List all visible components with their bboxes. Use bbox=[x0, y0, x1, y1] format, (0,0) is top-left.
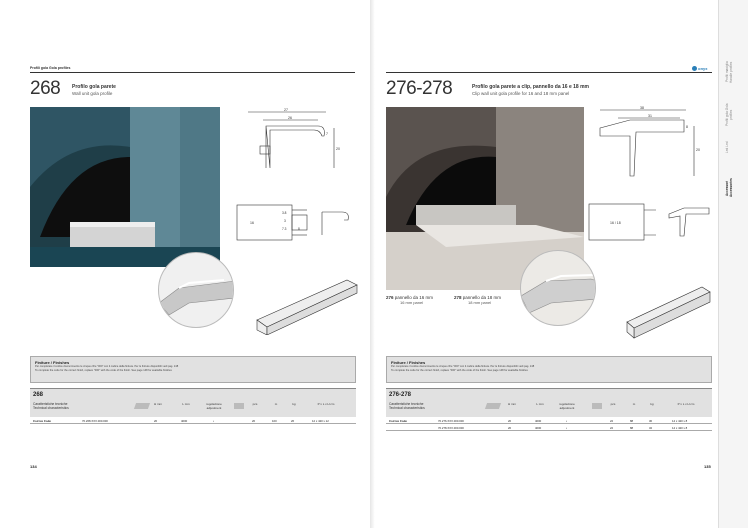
index-tab-led[interactable]: Led Led bbox=[725, 141, 729, 153]
row-pcs: 22 bbox=[610, 419, 614, 423]
sec-left-dim: 16 bbox=[250, 221, 254, 225]
row-h: 20 bbox=[154, 419, 158, 423]
kitchen-photo-illustration bbox=[30, 107, 220, 267]
col-l: L mm bbox=[536, 402, 544, 406]
brand-logo bbox=[692, 66, 707, 71]
col-adjust: regolazione adjustment bbox=[559, 402, 575, 410]
product-number: 268 bbox=[30, 78, 61, 99]
finishes-line-2: To complete the code for the correct finish, replace "000" with the code of the finish. See page 148 for available finishes bbox=[35, 368, 172, 372]
profile-icon bbox=[485, 403, 501, 409]
index-tab-handle-profiles[interactable]: Profili maniglia Handle profiles bbox=[725, 61, 733, 83]
row-kg: 26 bbox=[291, 419, 295, 423]
tech-label bbox=[33, 402, 69, 410]
caption-278-en: 18 mm panel bbox=[468, 300, 492, 305]
row-pcs: 22 bbox=[610, 426, 614, 430]
installation-section-drawing bbox=[232, 200, 357, 250]
profile-section-drawing bbox=[590, 106, 712, 184]
sec-c-dim: 7.3 bbox=[282, 227, 287, 231]
profile-icon bbox=[134, 403, 150, 409]
caption-276-it: pannello da 16 mm bbox=[394, 295, 434, 300]
finishes-heading: Finiture / Finishes bbox=[35, 360, 70, 365]
sec-d-dim: 8 bbox=[298, 227, 300, 231]
row-size: 12 x 420 x 12 bbox=[312, 419, 329, 423]
dim-side: 20 bbox=[696, 148, 700, 152]
product-title: Profilo gola parete a clip, pannello da 16 e 18 mm bbox=[472, 84, 589, 90]
row-ref: 70.276.XXX.000.000 bbox=[438, 419, 464, 423]
finishes-heading: Finiture / Finishes bbox=[391, 360, 426, 365]
installation-section-drawing bbox=[584, 200, 714, 248]
logo-text: onyx bbox=[698, 66, 708, 71]
row-size: 14 x 420 x 8 bbox=[672, 419, 688, 423]
finishes-line-2: To complete the code for the correct finish, replace "000" with the code of the finish. See page 148 for available finishes bbox=[391, 368, 528, 372]
col-size: P x L x H cm bbox=[317, 402, 335, 406]
table-row bbox=[30, 417, 356, 424]
col-pcs: pcs bbox=[252, 402, 258, 406]
technical-table-header bbox=[30, 389, 356, 417]
row-size: 14 x 420 x 8 bbox=[672, 426, 688, 430]
caption-278-num: 278 bbox=[454, 295, 462, 300]
sec-b-dim: 3 bbox=[284, 219, 286, 223]
table-row bbox=[386, 417, 712, 424]
col-m: m bbox=[632, 402, 636, 406]
dim-top1: 38 bbox=[640, 106, 644, 110]
profile-section-drawing bbox=[238, 108, 348, 183]
page-number: 134 bbox=[30, 464, 37, 469]
row-kg: 32 bbox=[649, 426, 653, 430]
caption-276-en: 16 mm panel bbox=[400, 300, 424, 305]
row-h: 20 bbox=[508, 419, 512, 423]
col-kg: kg bbox=[650, 402, 654, 406]
product-subtitle: Clip wall unit gola profile for 16 and 18 mm panel bbox=[472, 91, 570, 96]
finishes-line-1: Per completare il codice dovrai inserire le cinque cifre "000" con il codice della finitura. Per le finiture disponibili vedi pag. 148 bbox=[35, 365, 179, 368]
dim-mid: 8 bbox=[686, 125, 688, 129]
row-ref: 70.268.XXX.000.000 bbox=[82, 419, 108, 423]
caption-278-it: pannello da 18 mm bbox=[462, 295, 502, 300]
technical-table bbox=[30, 388, 356, 424]
row-l: 4000 bbox=[535, 426, 542, 430]
col-adjust: regolazione adjustment bbox=[206, 402, 222, 410]
col-l: L mm bbox=[182, 402, 190, 406]
finishes-line-1: Per completare il codice dovrai inserire le cinque cifre "000" con il codice della finitura. Per le finiture disponibili vedi pag. 148 bbox=[391, 365, 535, 368]
header-rule bbox=[386, 72, 712, 73]
left-page bbox=[0, 0, 370, 528]
caption-278 bbox=[454, 295, 501, 305]
logo-mark-icon bbox=[692, 66, 697, 71]
product-title: Profilo gola parete bbox=[72, 84, 116, 90]
row-adjust: • bbox=[566, 426, 567, 430]
row-name: Cod ice Code bbox=[33, 419, 51, 423]
row-l: 4000 bbox=[535, 419, 542, 423]
right-page bbox=[378, 0, 718, 528]
detail-zoom-circle bbox=[520, 250, 596, 326]
table-row bbox=[386, 424, 712, 431]
sec-a-dim: 3.8 bbox=[282, 211, 287, 215]
row-ref: 70.278.XXX.000.000 bbox=[438, 426, 464, 430]
profile-detail-illustration bbox=[159, 253, 234, 328]
tech-label-it: Caratteristiche tecniche bbox=[389, 402, 424, 406]
technical-table bbox=[386, 388, 712, 431]
box-icon bbox=[592, 403, 602, 409]
technical-table-header bbox=[386, 389, 712, 417]
col-h: H mm bbox=[154, 402, 162, 406]
dim-top2: 31 bbox=[648, 114, 652, 118]
row-h: 20 bbox=[508, 426, 512, 430]
tech-label-en: Technical characteristics bbox=[389, 406, 425, 410]
product-number: 276-278 bbox=[386, 78, 453, 99]
tech-code: 276-278 bbox=[389, 392, 412, 398]
tech-label bbox=[389, 402, 425, 410]
profile-detail-illustration bbox=[521, 251, 596, 326]
breadcrumb: Profili gola Gola profiles bbox=[30, 66, 71, 70]
dim-top2: 26 bbox=[288, 116, 292, 120]
dim-side: 20 bbox=[336, 147, 340, 151]
col-h: H mm bbox=[508, 402, 516, 406]
box-icon bbox=[234, 403, 244, 409]
caption-276-num: 276 bbox=[386, 295, 394, 300]
row-pcs: 20 bbox=[252, 419, 256, 423]
header-rule bbox=[30, 72, 355, 73]
finishes-box bbox=[386, 356, 712, 383]
col-kg: kg bbox=[292, 402, 296, 406]
col-m: m bbox=[274, 402, 278, 406]
row-l: 4000 bbox=[181, 419, 188, 423]
col-pcs: pcs bbox=[610, 402, 616, 406]
row-adjust: • bbox=[566, 419, 567, 423]
row-kg: 30 bbox=[649, 419, 653, 423]
sec-dim: 16 / 18 bbox=[610, 221, 621, 225]
dim-top1: 27 bbox=[284, 108, 288, 112]
dim-mid: 7 bbox=[326, 132, 328, 136]
tech-code: 268 bbox=[33, 392, 44, 398]
section-index-sidebar bbox=[718, 0, 748, 528]
col-size: P x L x H cm bbox=[677, 402, 695, 406]
row-m: 88 bbox=[630, 426, 634, 430]
tech-label-en: Technical characteristics bbox=[33, 406, 69, 410]
page-number: 135 bbox=[704, 464, 711, 469]
row-adjust: • bbox=[213, 419, 214, 423]
product-photo bbox=[30, 107, 220, 267]
row-name: Cod ice Code bbox=[389, 419, 407, 423]
finishes-box bbox=[30, 356, 356, 383]
index-tab-accessories[interactable]: Accessori Accessories bbox=[725, 178, 733, 198]
profile-3d-drawing bbox=[252, 275, 362, 335]
row-m: 88 bbox=[630, 419, 634, 423]
caption-276 bbox=[386, 295, 433, 305]
tech-label-it: Caratteristiche tecniche bbox=[33, 402, 68, 406]
profile-3d-drawing bbox=[622, 282, 712, 342]
detail-zoom-circle bbox=[158, 252, 234, 328]
page-gutter bbox=[370, 0, 378, 528]
product-subtitle: Wall unit gola profile bbox=[72, 91, 113, 96]
index-tab-gola-profiles[interactable]: Profili gola Gola profiles bbox=[725, 103, 733, 127]
row-m: 100 bbox=[272, 419, 277, 423]
